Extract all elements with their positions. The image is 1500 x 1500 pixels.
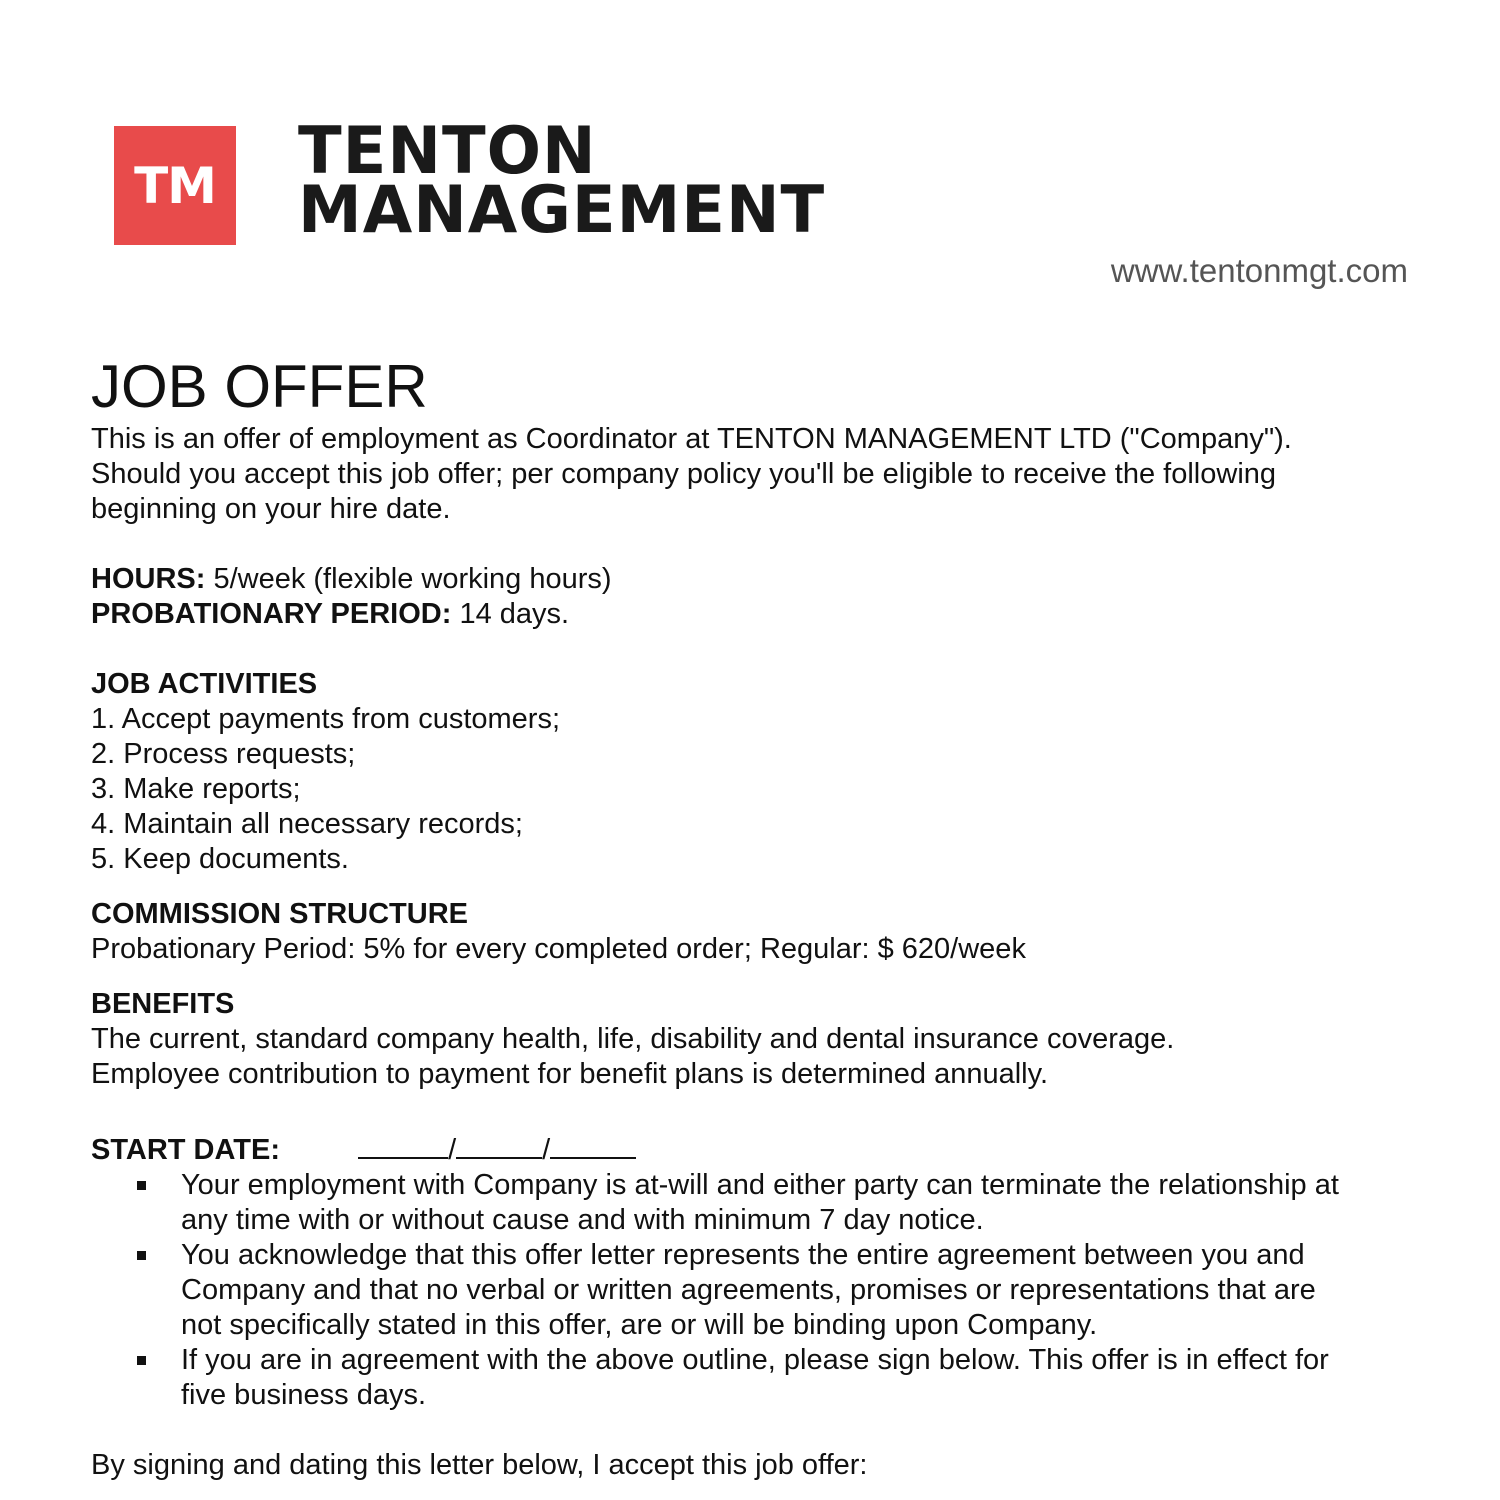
- benefits-heading: BENEFITS: [91, 988, 235, 1020]
- terms-list: [91, 1168, 1421, 1413]
- list-item: 2. Process requests;: [91, 738, 356, 770]
- list-item: 3. Make reports;: [91, 773, 301, 805]
- term-item: [181, 1343, 1421, 1413]
- intro-line: beginning on your hire date.: [91, 493, 451, 525]
- start-date-label: START DATE:: [91, 1134, 281, 1166]
- date-separator: /: [448, 1134, 457, 1166]
- hours-value: 5/week (flexible working hours): [205, 563, 612, 595]
- term-line: If you are in agreement with the above outline, please sign below. This offer is in effect for: [181, 1344, 1329, 1376]
- list-item: 4. Maintain all necessary records;: [91, 808, 523, 840]
- intro-line: This is an offer of employment as Coordinator at TENTON MANAGEMENT LTD ("Company").: [91, 423, 1292, 455]
- company-website: www.tentonmgt.com: [1110, 252, 1408, 289]
- date-separator: /: [542, 1134, 551, 1166]
- list-item: 1. Accept payments from customers;: [91, 703, 561, 735]
- commission-text: Probationary Period: 5% for every completed order; Regular: $ 620/week: [91, 933, 1026, 965]
- term-line: not specifically stated in this offer, are or will be binding upon Company.: [181, 1309, 1098, 1341]
- probation-line: [91, 597, 1421, 632]
- term-line: You acknowledge that this offer letter represents the entire agreement between you and: [181, 1239, 1305, 1271]
- start-date-field[interactable]: [358, 1127, 636, 1168]
- term-line: any time with or without cause and with minimum 7 day notice.: [181, 1204, 984, 1236]
- logo-mark-text: TM: [134, 156, 216, 215]
- benefits-line: Employee contribution to payment for benefit plans is determined annually.: [91, 1058, 1049, 1090]
- start-date-year-blank[interactable]: [550, 1127, 636, 1159]
- activities-heading: JOB ACTIVITIES: [91, 668, 318, 700]
- commission-heading: COMMISSION STRUCTURE: [91, 898, 468, 930]
- document-title: JOB OFFER: [91, 353, 428, 420]
- start-date-line: [91, 1127, 1421, 1168]
- logo-line-1: TENTON: [298, 113, 597, 190]
- probation-label: PROBATIONARY PERIOD:: [91, 598, 452, 630]
- square-bullet-icon: [137, 1251, 146, 1260]
- activities-list: [91, 702, 1421, 877]
- start-date-month-blank[interactable]: [358, 1127, 448, 1159]
- term-item: [181, 1238, 1421, 1343]
- probation-value: 14 days.: [451, 598, 570, 630]
- term-line: Your employment with Company is at-will and either party can terminate the relationship at: [181, 1169, 1339, 1201]
- benefits-line: The current, standard company health, life, disability and dental insurance coverage.: [91, 1023, 1175, 1055]
- square-bullet-icon: [137, 1181, 146, 1190]
- start-date-day-blank[interactable]: [456, 1127, 542, 1159]
- closing-statement: By signing and dating this letter below, I accept this job offer:: [91, 1449, 868, 1481]
- hours-label: HOURS:: [91, 563, 206, 595]
- company-logo-mark: [114, 126, 236, 245]
- logo-line-2: MANAGEMENT: [298, 173, 826, 249]
- letter-body: [91, 352, 1421, 1483]
- intro-line: Should you accept this job offer; per company policy you'll be eligible to receive the following: [91, 458, 1277, 490]
- company-logo-wordmark: [298, 113, 826, 249]
- term-line: Company and that no verbal or written agreements, promises or representations that are: [181, 1274, 1316, 1306]
- hours-line: [91, 562, 1421, 597]
- term-line: five business days.: [181, 1379, 427, 1411]
- term-item: [181, 1168, 1421, 1238]
- intro-paragraph: [91, 422, 1421, 527]
- square-bullet-icon: [137, 1356, 146, 1365]
- list-item: 5. Keep documents.: [91, 843, 349, 875]
